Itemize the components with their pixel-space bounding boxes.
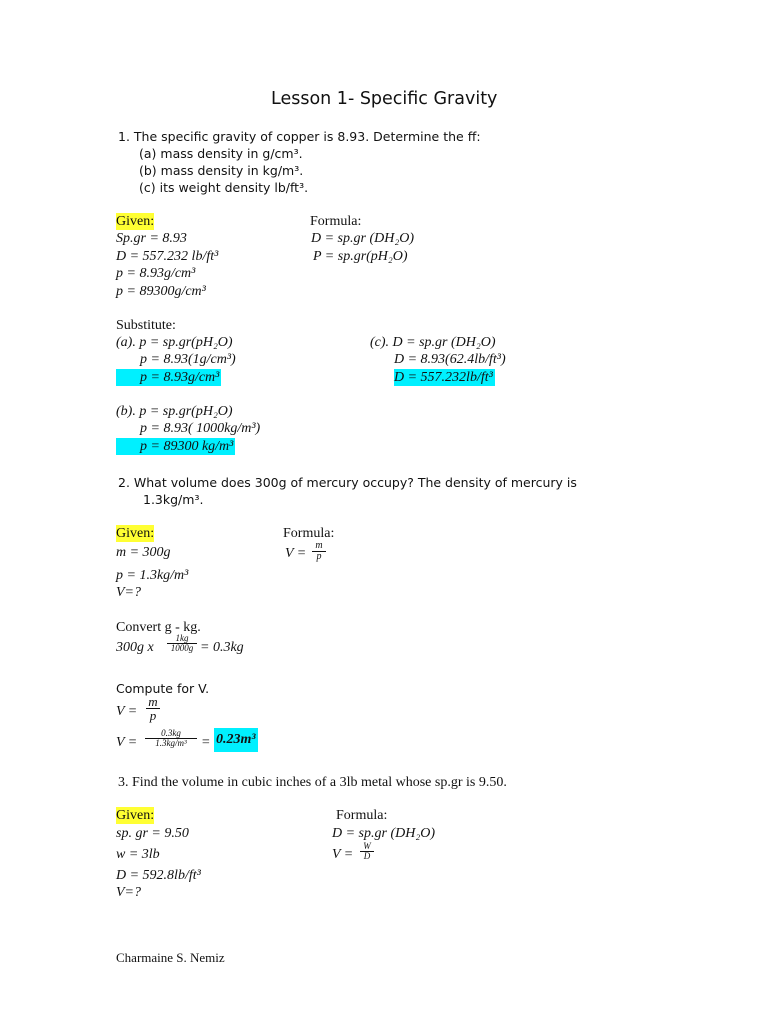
convert-lhs: 300g x	[116, 640, 154, 655]
problem-2-answer: 0.23m³	[214, 728, 258, 752]
given-item: p = 1.3kg/m³	[116, 568, 189, 583]
convert-rhs: = 0.3kg	[200, 640, 244, 655]
problem-3-question: 3. Find the volume in cubic inches of a 3lb metal whose sp.gr is 9.50.	[118, 775, 507, 790]
denominator: p	[316, 551, 322, 562]
formula-fraction	[312, 541, 326, 562]
convert-label: Convert g - kg.	[116, 620, 201, 635]
sub-a-answer: p = 8.93g/cm³	[116, 369, 221, 386]
formula-label: Formula:	[283, 526, 335, 541]
compute2-fraction	[145, 729, 197, 748]
given-label: Given:	[116, 526, 155, 541]
problem-1-part-c: (c) its weight density lb/ft³.	[139, 180, 309, 195]
compute2-lhs: V =	[116, 735, 138, 750]
denominator: 1000g	[170, 643, 194, 653]
sub-c-answer: D = 557.232lb/ft³	[394, 370, 493, 385]
denominator: D	[363, 851, 371, 861]
given-item: sp. gr = 9.50	[116, 826, 189, 841]
given-label: Given:	[116, 808, 155, 823]
sub-c-line: D = 8.93(62.4lb/ft³)	[394, 352, 506, 367]
problem-1-part-a: (a) mass density in g/cm³.	[139, 146, 303, 161]
denominator: 1.3kg/m³	[155, 738, 187, 748]
sub-b-line: (b). p = sp.gr(pH₂O)	[116, 404, 233, 419]
formula: D = sp.gr (DH₂O)	[332, 826, 435, 841]
given-item: Sp.gr = 8.93	[116, 231, 187, 246]
numerator: W	[363, 841, 371, 851]
formula-fraction	[360, 842, 374, 861]
numerator: m	[148, 694, 158, 709]
sub-a-line: p = 8.93(1g/cm³)	[140, 352, 236, 367]
problem-1-part-b: (b) mass density in kg/m³.	[139, 163, 304, 178]
compute-lhs: V =	[116, 704, 138, 719]
compute-fraction	[146, 695, 160, 722]
given-item: m = 300g	[116, 545, 171, 560]
given-label: Given:	[116, 214, 155, 229]
formula-lhs: V =	[285, 546, 307, 561]
convert-fraction	[167, 634, 197, 653]
formula-label: Formula:	[336, 808, 388, 823]
numerator: 0.3kg	[161, 728, 181, 738]
sub-c-line: (c). D = sp.gr (DH₂O)	[370, 335, 496, 350]
given-item: D = 557.232 lb/ft³	[116, 249, 219, 264]
compute-label: Compute for V.	[116, 681, 210, 696]
compute2-eq: =	[201, 735, 211, 750]
formula-lhs: V =	[332, 847, 354, 862]
problem-1-question: 1. The specific gravity of copper is 8.93. Determine the ff:	[118, 129, 481, 144]
substitute-label: Substitute:	[116, 318, 176, 333]
numerator: 1kg	[175, 633, 189, 643]
sub-a-line: (a). p = sp.gr(pH₂O)	[116, 335, 233, 350]
numerator: m	[315, 540, 323, 551]
given-item: D = 592.8lb/ft³	[116, 868, 201, 883]
problem-2-question-cont: 1.3kg/m³.	[143, 492, 204, 507]
formula: P = sp.gr(pH₂O)	[313, 249, 408, 264]
author-footer: Charmaine S. Nemiz	[116, 950, 225, 965]
page-title: Lesson 1- Specific Gravity	[271, 89, 498, 109]
formula-label: Formula:	[310, 214, 362, 229]
given-item: p = 8.93g/cm³	[116, 266, 196, 281]
given-item: V=?	[116, 585, 141, 600]
sub-b-answer: p = 89300 kg/m³	[116, 438, 235, 455]
given-item: w = 3lb	[116, 847, 160, 862]
denominator: p	[149, 708, 157, 723]
problem-2-question: 2. What volume does 300g of mercury occupy? The density of mercury is	[118, 475, 577, 490]
formula: D = sp.gr (DH₂O)	[311, 231, 414, 246]
sub-b-line: p = 8.93( 1000kg/m³)	[140, 421, 261, 436]
given-item: p = 89300g/cm³	[116, 284, 206, 299]
given-item: V=?	[116, 885, 141, 900]
